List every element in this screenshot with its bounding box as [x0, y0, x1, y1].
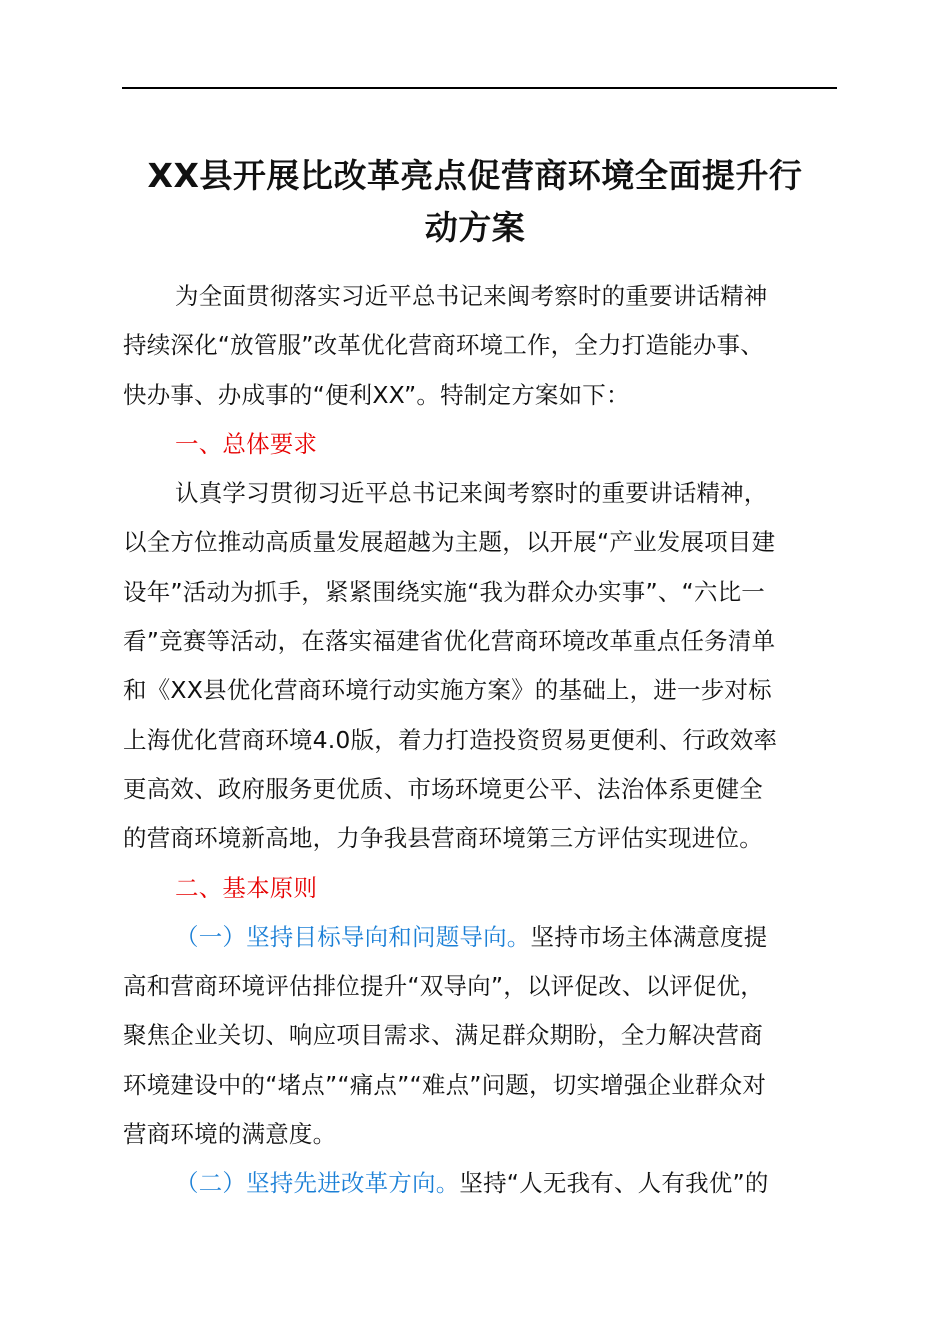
- principle1-line: 聚焦企业关切、响应项目需求、满足群众期盼，全力解决营商: [123, 1021, 763, 1050]
- principle2-first-line: [123, 1159, 838, 1208]
- section1-line: 和《XX县优化营商环境行动实施方案》的基础上，进一步对标: [123, 676, 772, 705]
- principle1-first-line: [123, 913, 838, 962]
- document-title: [110, 150, 840, 254]
- principle1-first-text: 坚持市场主体满意度提: [530, 922, 768, 951]
- principle1-heading: （一）坚持目标导向和问题导向。: [175, 922, 531, 951]
- section-heading-general-requirements: 一、总体要求: [175, 429, 318, 458]
- principle2-first-text: 坚持“人无我有、人有我优”的: [459, 1169, 769, 1198]
- section1-line: 更高效、政府服务更优质、市场环境更公平、法治体系更健全: [123, 774, 763, 803]
- principle1-line: 环境建设中的“堵点”“痛点”“难点”问题，切实增强企业群众对: [123, 1070, 767, 1099]
- principle2-heading: （二）坚持先进改革方向。: [175, 1169, 460, 1198]
- title-line-2: 动方案: [424, 208, 526, 247]
- section1-line: 认真学习贯彻习近平总书记来闽考察时的重要讲话精神，: [175, 479, 768, 508]
- intro-line: 快办事、办成事的“便利XX”。特制定方案如下：: [123, 380, 630, 409]
- section-heading-basic-principles: 二、基本原则: [175, 873, 318, 902]
- intro-line: 持续深化“放管服”改革优化营商环境工作，全力打造能办事、: [123, 331, 764, 360]
- principle1-line: 高和营商环境评估排位提升“双导向”，以评促改、以评促优，: [123, 972, 764, 1001]
- header-rule: [122, 87, 837, 89]
- section1-line: 的营商环境新高地，力争我县营商环境第三方评估实现进位。: [123, 824, 763, 853]
- principle1-line: 营商环境的满意度。: [123, 1120, 337, 1149]
- document-body: [123, 272, 838, 1209]
- intro-line: 为全面贯彻落实习近平总书记来闽考察时的重要讲话精神: [175, 282, 768, 310]
- section1-line: 看”竞赛等活动，在落实福建省优化营商环境改革重点任务清单: [123, 627, 776, 656]
- section1-line: 设年”活动为抓手，紧紧围绕实施“我为群众办实事”、“六比一: [123, 577, 765, 606]
- section1-line: 以全方位推动高质量发展超越为主题，以开展“产业发展项目建: [123, 528, 776, 557]
- section1-line: 上海优化营商环境4.0版，着力打造投资贸易更便利、行政效率: [123, 725, 778, 754]
- title-line-1: XX县开展比改革亮点促营商环境全面提升行: [147, 156, 803, 195]
